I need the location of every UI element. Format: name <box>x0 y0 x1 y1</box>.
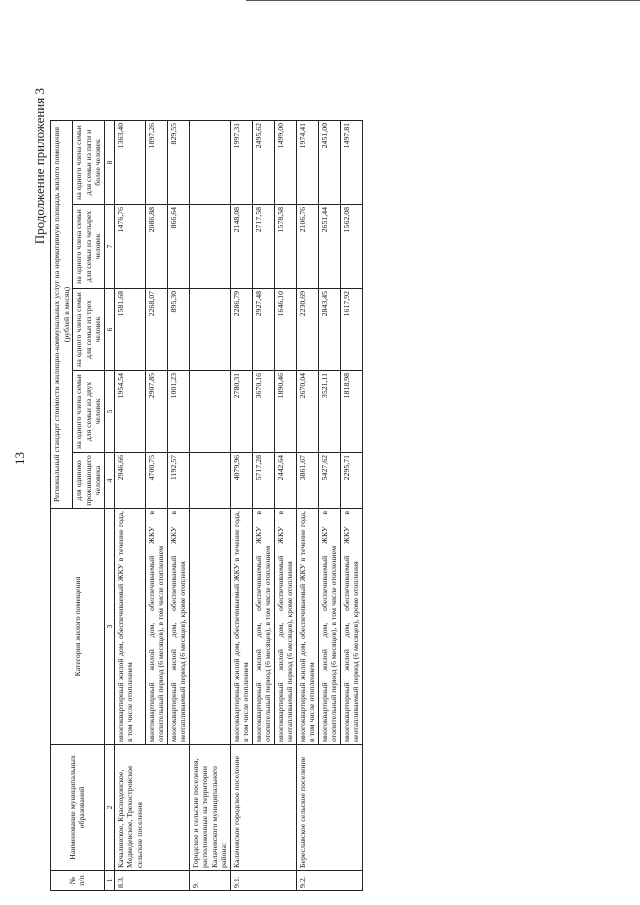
table-row <box>340 121 362 891</box>
value-fam2: 3521,11 <box>318 371 340 453</box>
value-single: 3861,67 <box>296 453 318 509</box>
appendix-continuation-label: Продолжение приложения 3 <box>32 88 47 245</box>
row-number-empty <box>252 871 274 891</box>
row-number: 8.3. <box>114 871 145 891</box>
table-row <box>145 121 167 891</box>
value-fam2: 1954,54 <box>114 371 145 453</box>
row-number-empty <box>318 871 340 891</box>
category-text: многоквартирный жилой дом, обеспечиваемый ЖКУ в отопительный период (6 месяцев), в том числе отоплением <box>318 509 340 745</box>
row-number-empty <box>340 871 362 891</box>
category-text: многоквартирный жилой дом, обеспечиваемый ЖКУ в неотапливаемый период (6 месяцев), кроме отопления <box>167 509 189 745</box>
value-fam2: 1818,98 <box>340 371 362 453</box>
col-number: 1 <box>104 871 114 891</box>
value-single: 5717,28 <box>252 453 274 509</box>
category-text: многоквартирный жилой дом, обеспечиваемый ЖКУ в неотапливаемый период (6 месяцев), кроме отопления <box>340 509 362 745</box>
municipality-empty <box>252 745 274 871</box>
value-fam5: 1363,40 <box>114 121 145 205</box>
value-fam4: 2148,08 <box>230 205 252 289</box>
table-row <box>318 121 340 891</box>
value-fam5: 1974,41 <box>296 121 318 205</box>
empty-cell <box>189 289 230 371</box>
value-fam2: 2670,04 <box>296 371 318 453</box>
value-fam5: 1497,81 <box>340 121 362 205</box>
empty-cell <box>189 121 230 205</box>
value-single: 2295,71 <box>340 453 362 509</box>
value-fam4: 2106,76 <box>296 205 318 289</box>
value-fam4: 2717,58 <box>252 205 274 289</box>
municipality-empty <box>274 745 296 871</box>
municipality-empty <box>167 745 189 871</box>
value-fam5: 1499,00 <box>274 121 296 205</box>
table-row <box>252 121 274 891</box>
value-fam4: 1562,08 <box>340 205 362 289</box>
section-row <box>189 121 230 891</box>
table-row <box>296 121 318 891</box>
category-text: многоквартирный жилой дом, обеспечиваемый ЖКУ в течение года, в том числе отоплением <box>114 509 145 745</box>
row-number-empty <box>167 871 189 891</box>
value-fam5: 2451,00 <box>318 121 340 205</box>
value-fam3: 2927,48 <box>252 289 274 371</box>
empty-cell <box>189 205 230 289</box>
municipality-empty <box>318 745 340 871</box>
header-category: Категория жилого помещения <box>51 509 105 745</box>
table-row <box>230 121 252 891</box>
header-standard: Региональный стандарт стоимости жилищно-коммунальных услуг на нормативную площадь жилого помещения (рублей в месяц) <box>51 121 73 509</box>
header-fam4: на одного члена семьи для семьи из четырех человек <box>73 205 105 289</box>
value-fam4: 2086,88 <box>145 205 167 289</box>
value-single: 2442,64 <box>274 453 296 509</box>
value-fam4: 1476,76 <box>114 205 145 289</box>
municipality-name: Качалинское, Краснодонское, Медведевское, Трехостровское сельские поселения <box>114 745 145 871</box>
table-row <box>114 121 145 891</box>
value-single: 1192,57 <box>167 453 189 509</box>
value-fam2: 1890,46 <box>274 371 296 453</box>
col-number: 4 <box>104 453 114 509</box>
header-single: для одиноко проживающего человека <box>73 453 105 509</box>
value-fam5: 829,55 <box>167 121 189 205</box>
table-row <box>167 121 189 891</box>
value-fam3: 2230,69 <box>296 289 318 371</box>
header-municipality: Наименование муниципальных образований <box>51 745 105 871</box>
value-fam3: 1581,68 <box>114 289 145 371</box>
value-fam3: 2286,79 <box>230 289 252 371</box>
value-fam3: 895,30 <box>167 289 189 371</box>
value-fam4: 2651,44 <box>318 205 340 289</box>
row-number-empty <box>145 871 167 891</box>
category-text: многоквартирный жилой дом, обеспечиваемый ЖКУ в отопительный период (6 месяцев), в том числе отоплением <box>252 509 274 745</box>
value-fam3: 2843,45 <box>318 289 340 371</box>
row-number: 9.2. <box>296 871 318 891</box>
row-number: 9.1. <box>230 871 252 891</box>
municipality-empty <box>340 745 362 871</box>
column-number-row <box>104 121 114 891</box>
value-fam2: 1001,23 <box>167 371 189 453</box>
value-single: 4700,75 <box>145 453 167 509</box>
header-no: № п/п <box>51 871 105 891</box>
value-fam3: 1646,10 <box>274 289 296 371</box>
value-fam2: 2907,85 <box>145 371 167 453</box>
section-title: Городское и сельские поселения, расположенные на территории Калачевского муниципального района: <box>189 745 230 871</box>
col-number: 8 <box>104 121 114 205</box>
value-single: 5427,62 <box>318 453 340 509</box>
row-number: 9. <box>189 871 230 891</box>
value-fam2: 2780,31 <box>230 371 252 453</box>
header-row-1 <box>51 121 73 891</box>
category-text: многоквартирный жилой дом, обеспечиваемый ЖКУ в отопительный период (6 месяцев), в том числе отоплением <box>145 509 167 745</box>
empty-cell <box>189 453 230 509</box>
value-single: 4079,96 <box>230 453 252 509</box>
municipality-name: Береславское сельское поселение <box>296 745 318 871</box>
col-number: 2 <box>104 745 114 871</box>
municipality-name: Калачевское городское поселение <box>230 745 252 871</box>
value-fam5: 2495,62 <box>252 121 274 205</box>
header-fam3: на одного члена семьи для семьи из трех человек <box>73 289 105 371</box>
category-text: многоквартирный жилой дом, обеспечиваемый ЖКУ в течение года, в том числе отоплением <box>230 509 252 745</box>
value-fam2: 3670,16 <box>252 371 274 453</box>
col-number: 6 <box>104 289 114 371</box>
col-number: 3 <box>104 509 114 745</box>
category-text: многоквартирный жилой дом, обеспечиваемый ЖКУ в неотапливаемый период (6 месяцев), кроме отопления <box>274 509 296 745</box>
row-number-empty <box>274 871 296 891</box>
table-row <box>274 121 296 891</box>
header-fam5: на одного члена семьи для семьи из пяти и более человек <box>73 121 105 205</box>
col-number: 5 <box>104 371 114 453</box>
value-fam5: 1897,26 <box>145 121 167 205</box>
municipality-empty <box>145 745 167 871</box>
empty-cell <box>189 509 230 745</box>
value-fam3: 1617,92 <box>340 289 362 371</box>
regional-standard-table <box>50 120 363 891</box>
value-fam4: 1578,58 <box>274 205 296 289</box>
category-text: многоквартирный жилой дом, обеспечиваемый ЖКУ в течение года, в том числе отоплением <box>296 509 318 745</box>
page-number: 13 <box>12 452 27 465</box>
value-fam3: 2268,07 <box>145 289 167 371</box>
empty-cell <box>189 371 230 453</box>
value-fam4: 866,64 <box>167 205 189 289</box>
value-fam5: 1997,31 <box>230 121 252 205</box>
value-single: 2946,66 <box>114 453 145 509</box>
col-number: 7 <box>104 205 114 289</box>
header-fam2: на одного члена семьи для семьи из двух человек <box>73 371 105 453</box>
